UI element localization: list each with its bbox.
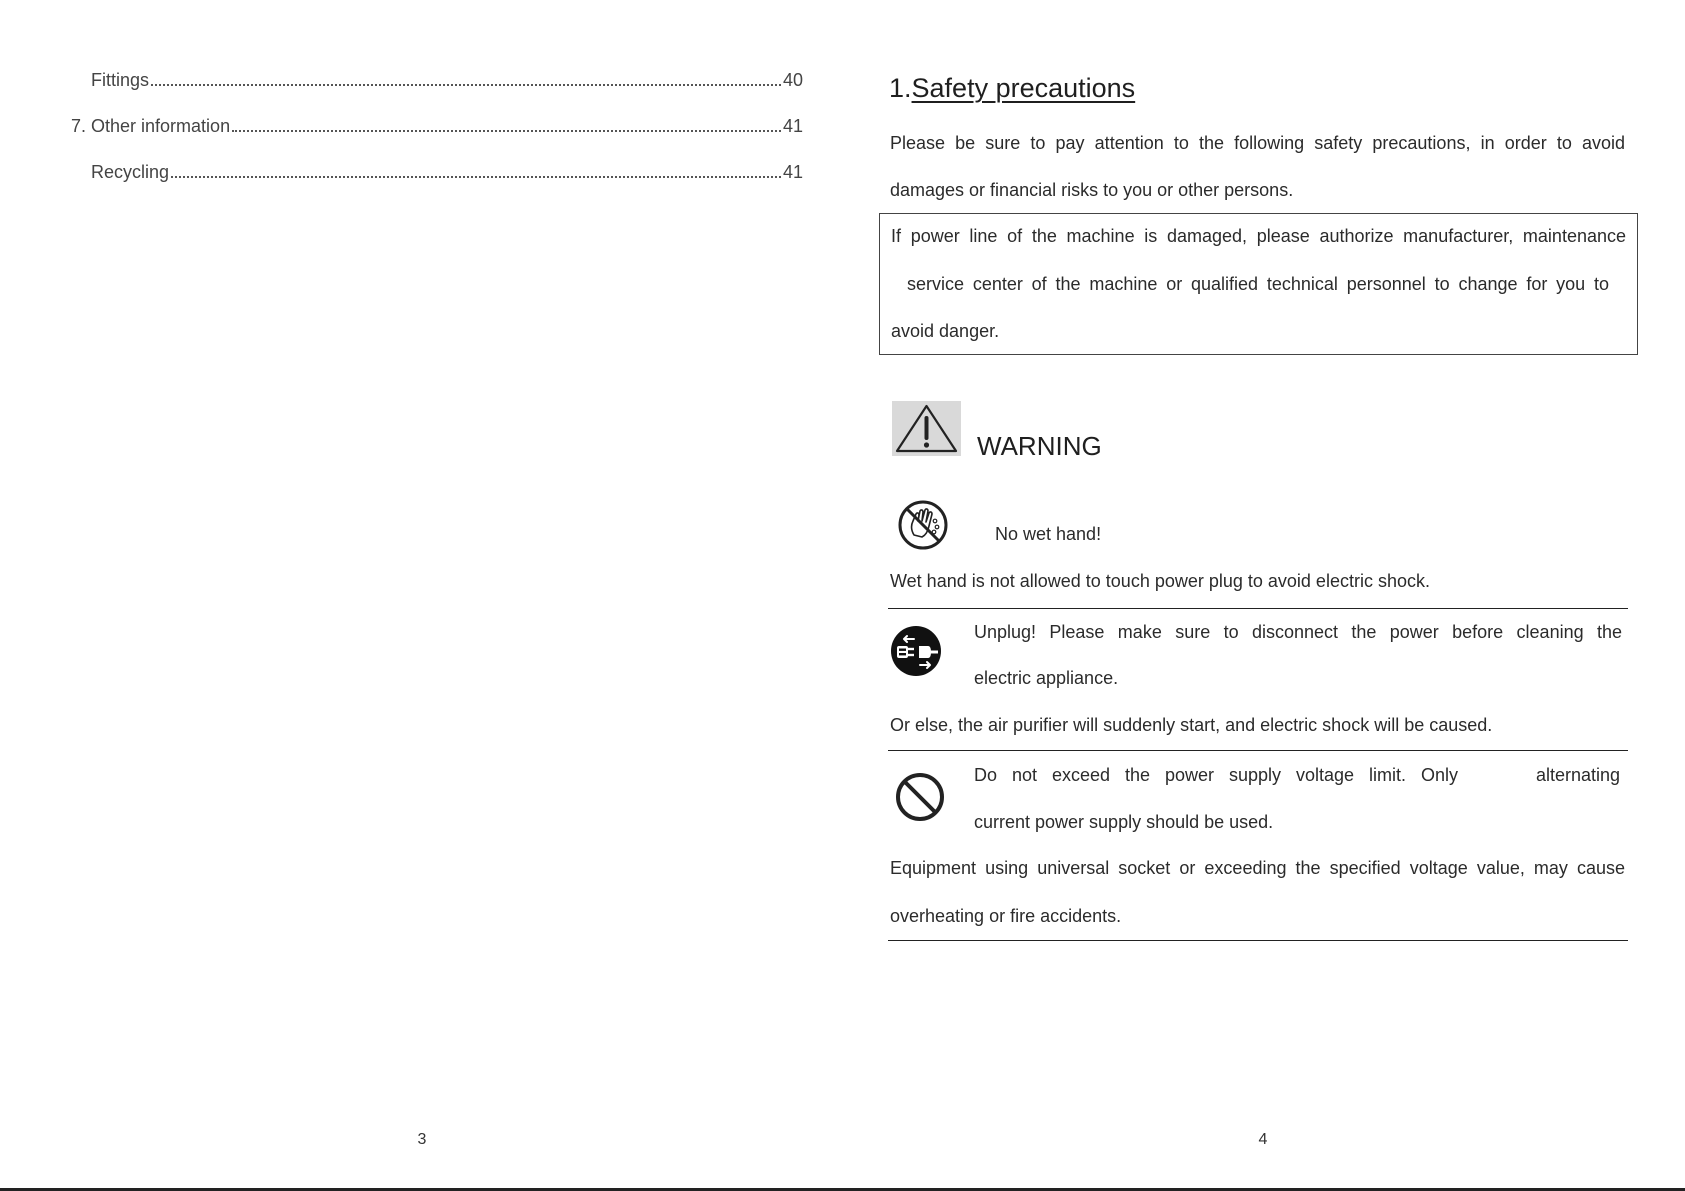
section-divider xyxy=(888,750,1628,751)
toc-entry-label: Fittings xyxy=(91,70,150,90)
toc-entry xyxy=(71,112,803,140)
item-detail: Or else, the air purifier will suddenly start, and electric shock will be caused. xyxy=(890,715,1493,735)
toc-entry-page: 40 xyxy=(782,70,803,90)
section-number: 1. xyxy=(889,73,912,103)
item-detail: Equipment using universal socket or exceeding the specified voltage value, may cause xyxy=(890,858,1625,878)
toc-entry-page: 41 xyxy=(782,162,803,182)
item-text: alternating xyxy=(1535,765,1620,785)
item-text: Unplug! Please make sure to disconnect the power before cleaning the xyxy=(974,622,1622,642)
item-title: No wet hand! xyxy=(995,524,1102,544)
intro-line: damages or financial risks to you or other persons. xyxy=(890,180,1294,200)
toc-entry-page: 41 xyxy=(782,116,803,136)
toc-entry-label: 7. Other information xyxy=(71,116,231,136)
toc-entry xyxy=(71,158,803,186)
table-of-contents xyxy=(71,66,803,204)
section-divider xyxy=(888,940,1628,941)
page-number-right: 4 xyxy=(1258,1131,1268,1148)
warning-label: WARNING xyxy=(977,431,1102,461)
item-text: current power supply should be used. xyxy=(974,812,1274,832)
toc-entry xyxy=(71,66,803,94)
item-detail: Wet hand is not allowed to touch power plug to avoid electric shock. xyxy=(890,571,1430,591)
notice-line: avoid danger. xyxy=(891,321,1000,341)
dot-leader xyxy=(232,130,781,132)
section-title: Safety precautions xyxy=(911,73,1136,103)
warning-triangle-icon xyxy=(892,401,961,456)
prohibited-icon xyxy=(894,771,946,823)
no-wet-hand-icon xyxy=(897,499,949,551)
dot-leader xyxy=(171,176,781,178)
toc-entry-label: Recycling xyxy=(91,162,170,182)
section-divider xyxy=(888,608,1628,609)
intro-line: Please be sure to pay attention to the following safety precautions, in order to avoid xyxy=(890,133,1625,153)
item-text: electric appliance. xyxy=(974,668,1119,688)
notice-line: If power line of the machine is damaged, please authorize manufacturer, maintenance xyxy=(891,226,1626,246)
notice-line: service center of the machine or qualified technical personnel to change for you to xyxy=(907,274,1609,294)
item-detail: overheating or fire accidents. xyxy=(890,906,1122,926)
dot-leader xyxy=(151,84,781,86)
unplug-icon xyxy=(890,625,942,677)
page-number-left: 3 xyxy=(417,1131,427,1148)
item-text: Do not exceed the power supply voltage limit. Only xyxy=(974,765,1458,785)
section-heading xyxy=(889,72,1135,104)
